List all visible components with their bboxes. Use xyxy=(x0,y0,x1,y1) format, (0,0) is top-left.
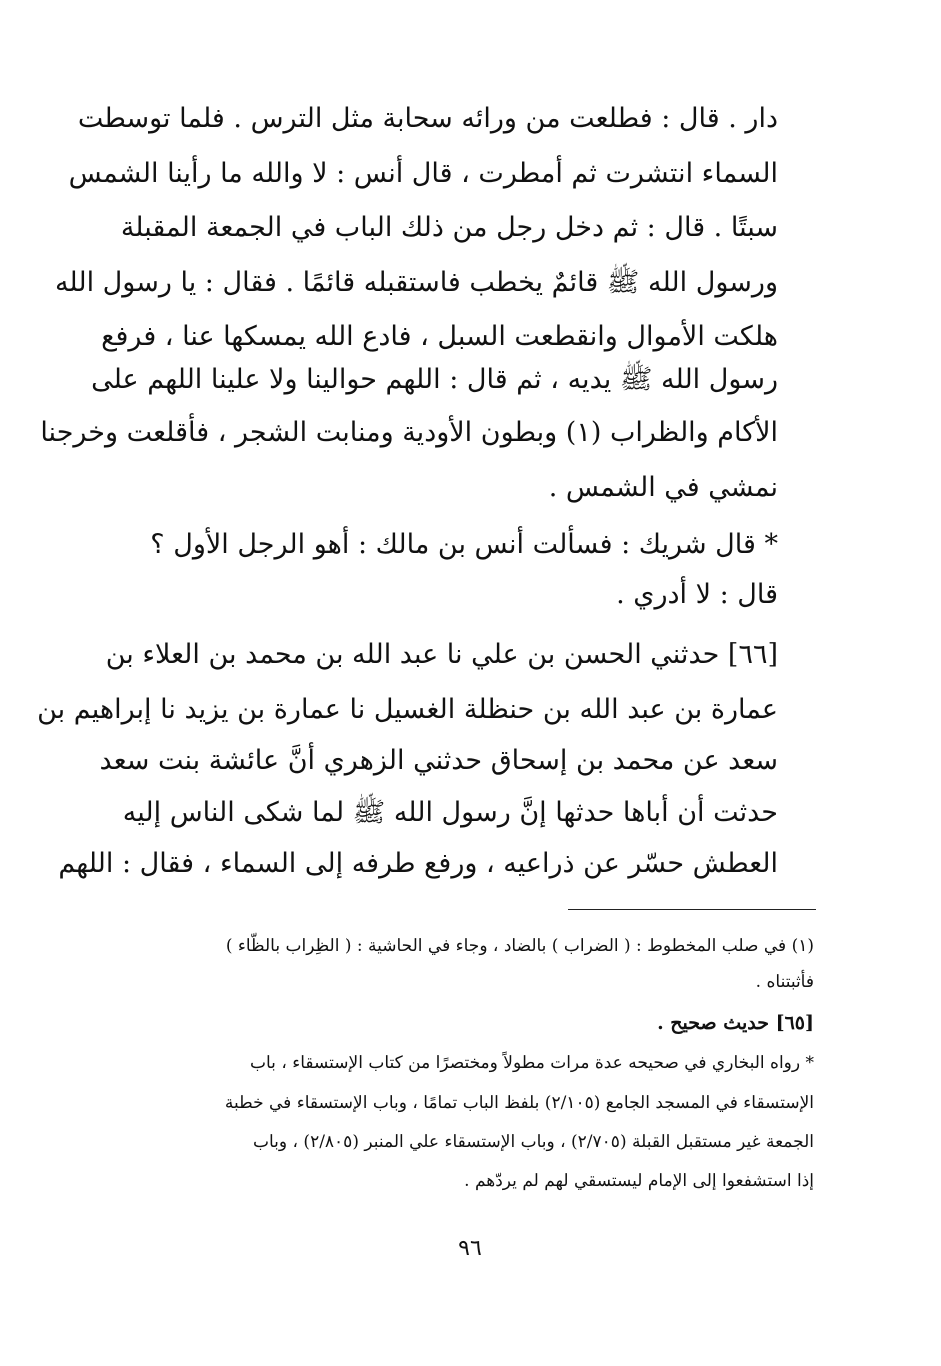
body-line: قال : لا أدري . xyxy=(616,579,778,610)
footnote-line: (١) في صلب المخطوط : ( الضراب ) بالضاد ، وجاء في الحاشية : ( الظِراب بالظّاء ) xyxy=(225,936,814,956)
body-line: العطش حسّر عن ذراعيه ، ورفع طرفه إلى السماء ، فقال : اللهم xyxy=(58,848,778,879)
footnote-divider xyxy=(568,909,816,910)
takhrij-line: الجمعة غير مستقبل القبلة (٢/٧٠٥) ، وباب الإستسقاء علي المنبر (٢/٨٠٥) ، وباب xyxy=(253,1132,814,1152)
body-line: عمارة بن عبد الله بن حنظلة الغسيل نا عمارة بن يزيد نا إبراهيم بن xyxy=(37,694,778,725)
body-line: حدثت أن أباها حدثها إنَّ رسول الله ﷺ لما شكى الناس إليه xyxy=(122,797,778,828)
body-line: الأكام والظراب (١) وبطون الأودية ومنابت الشجر ، فأقلعت وخرجنا xyxy=(40,417,778,448)
takhrij-line: إذا استشفعوا إلى الإمام ليستسقي لهم لم يردّهم . xyxy=(464,1171,814,1191)
body-line: سبتًا . قال : ثم دخل رجل من ذلك الباب في الجمعة المقبلة xyxy=(120,212,778,243)
page-number: ٩٦ xyxy=(458,1236,482,1261)
body-line: [٦٦] حدثني الحسن بن علي نا عبد الله بن محمد بن العلاء بن xyxy=(105,639,778,670)
takhrij-line: الإستسقاء في المسجد الجامع (٢/١٠٥) بلفظ الباب تمامًا ، وباب الإستسقاء في خطبة xyxy=(224,1093,814,1113)
body-line: سعد عن محمد بن إسحاق حدثني الزهري أنَّ عائشة بنت سعد xyxy=(99,745,778,776)
body-line: دار . قال : فطلعت من ورائه سحابة مثل الترس . فلما توسطت xyxy=(77,103,778,134)
body-line: السماء انتشرت ثم أمطرت ، قال أنس : لا والله ما رأينا الشمس xyxy=(68,158,778,189)
body-line: * قال شريك : فسألت أنس بن مالك : أهو الرجل الأول ؟ xyxy=(150,529,778,560)
hadith-grade-heading: [٦٥] حديث صحيح . xyxy=(657,1012,814,1034)
takhrij-line: * رواه البخاري في صحيحه عدة مرات مطولاً ومختصرًا من كتاب الإستسقاء ، باب xyxy=(250,1053,814,1073)
body-line: نمشي في الشمس . xyxy=(548,472,778,503)
footnote-line: فأثبتناه . xyxy=(755,972,814,992)
body-line: ورسول الله ﷺ قائمٌ يخطب فاستقبله قائمًا . فقال : يا رسول الله xyxy=(54,267,778,298)
body-line: رسول الله ﷺ يديه ، ثم قال : اللهم حوالينا ولا علينا اللهم على xyxy=(91,364,778,395)
body-line: هلكت الأموال وانقطعت السبل ، فادع الله يمسكها عنا ، فرفع xyxy=(101,321,778,352)
